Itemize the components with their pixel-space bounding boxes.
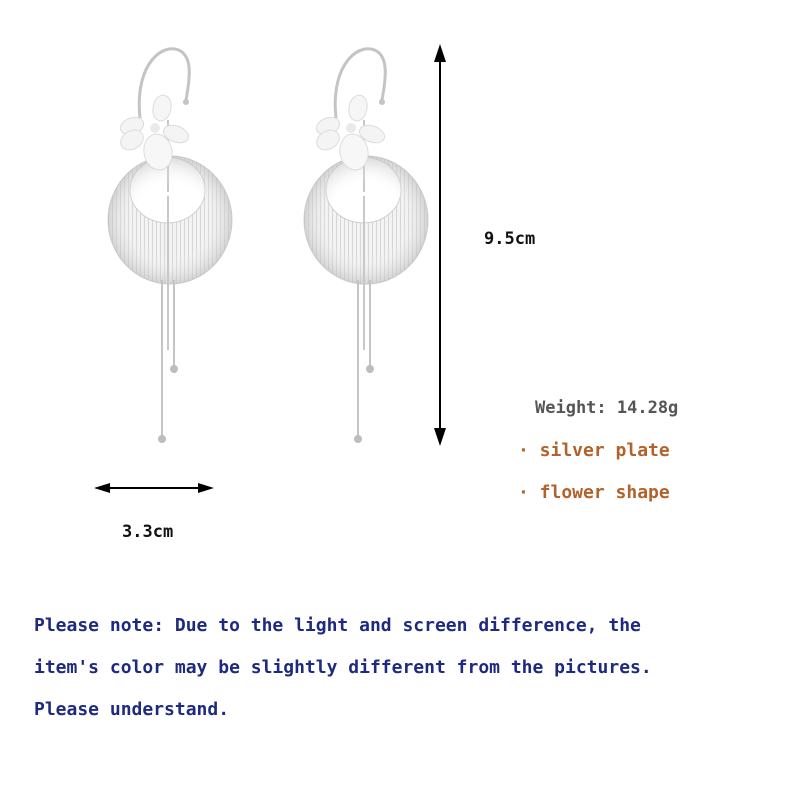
note-line-1: Please note: Due to the light and screen difference, the <box>34 615 641 636</box>
height-label: 9.5cm <box>484 229 536 249</box>
feature-flower-shape: · flower shape <box>518 482 670 503</box>
right-earring <box>304 49 428 443</box>
note-line-3: Please understand. <box>34 699 230 720</box>
width-arrow <box>94 483 214 493</box>
feature-silver-plate: · silver plate <box>518 440 670 461</box>
note-line-2: item's color may be slightly different from the pictures. <box>34 657 652 678</box>
width-label: 3.3cm <box>122 522 174 542</box>
left-earring <box>108 49 232 443</box>
height-arrow <box>434 44 446 446</box>
weight-label: Weight: 14.28g <box>535 398 679 418</box>
